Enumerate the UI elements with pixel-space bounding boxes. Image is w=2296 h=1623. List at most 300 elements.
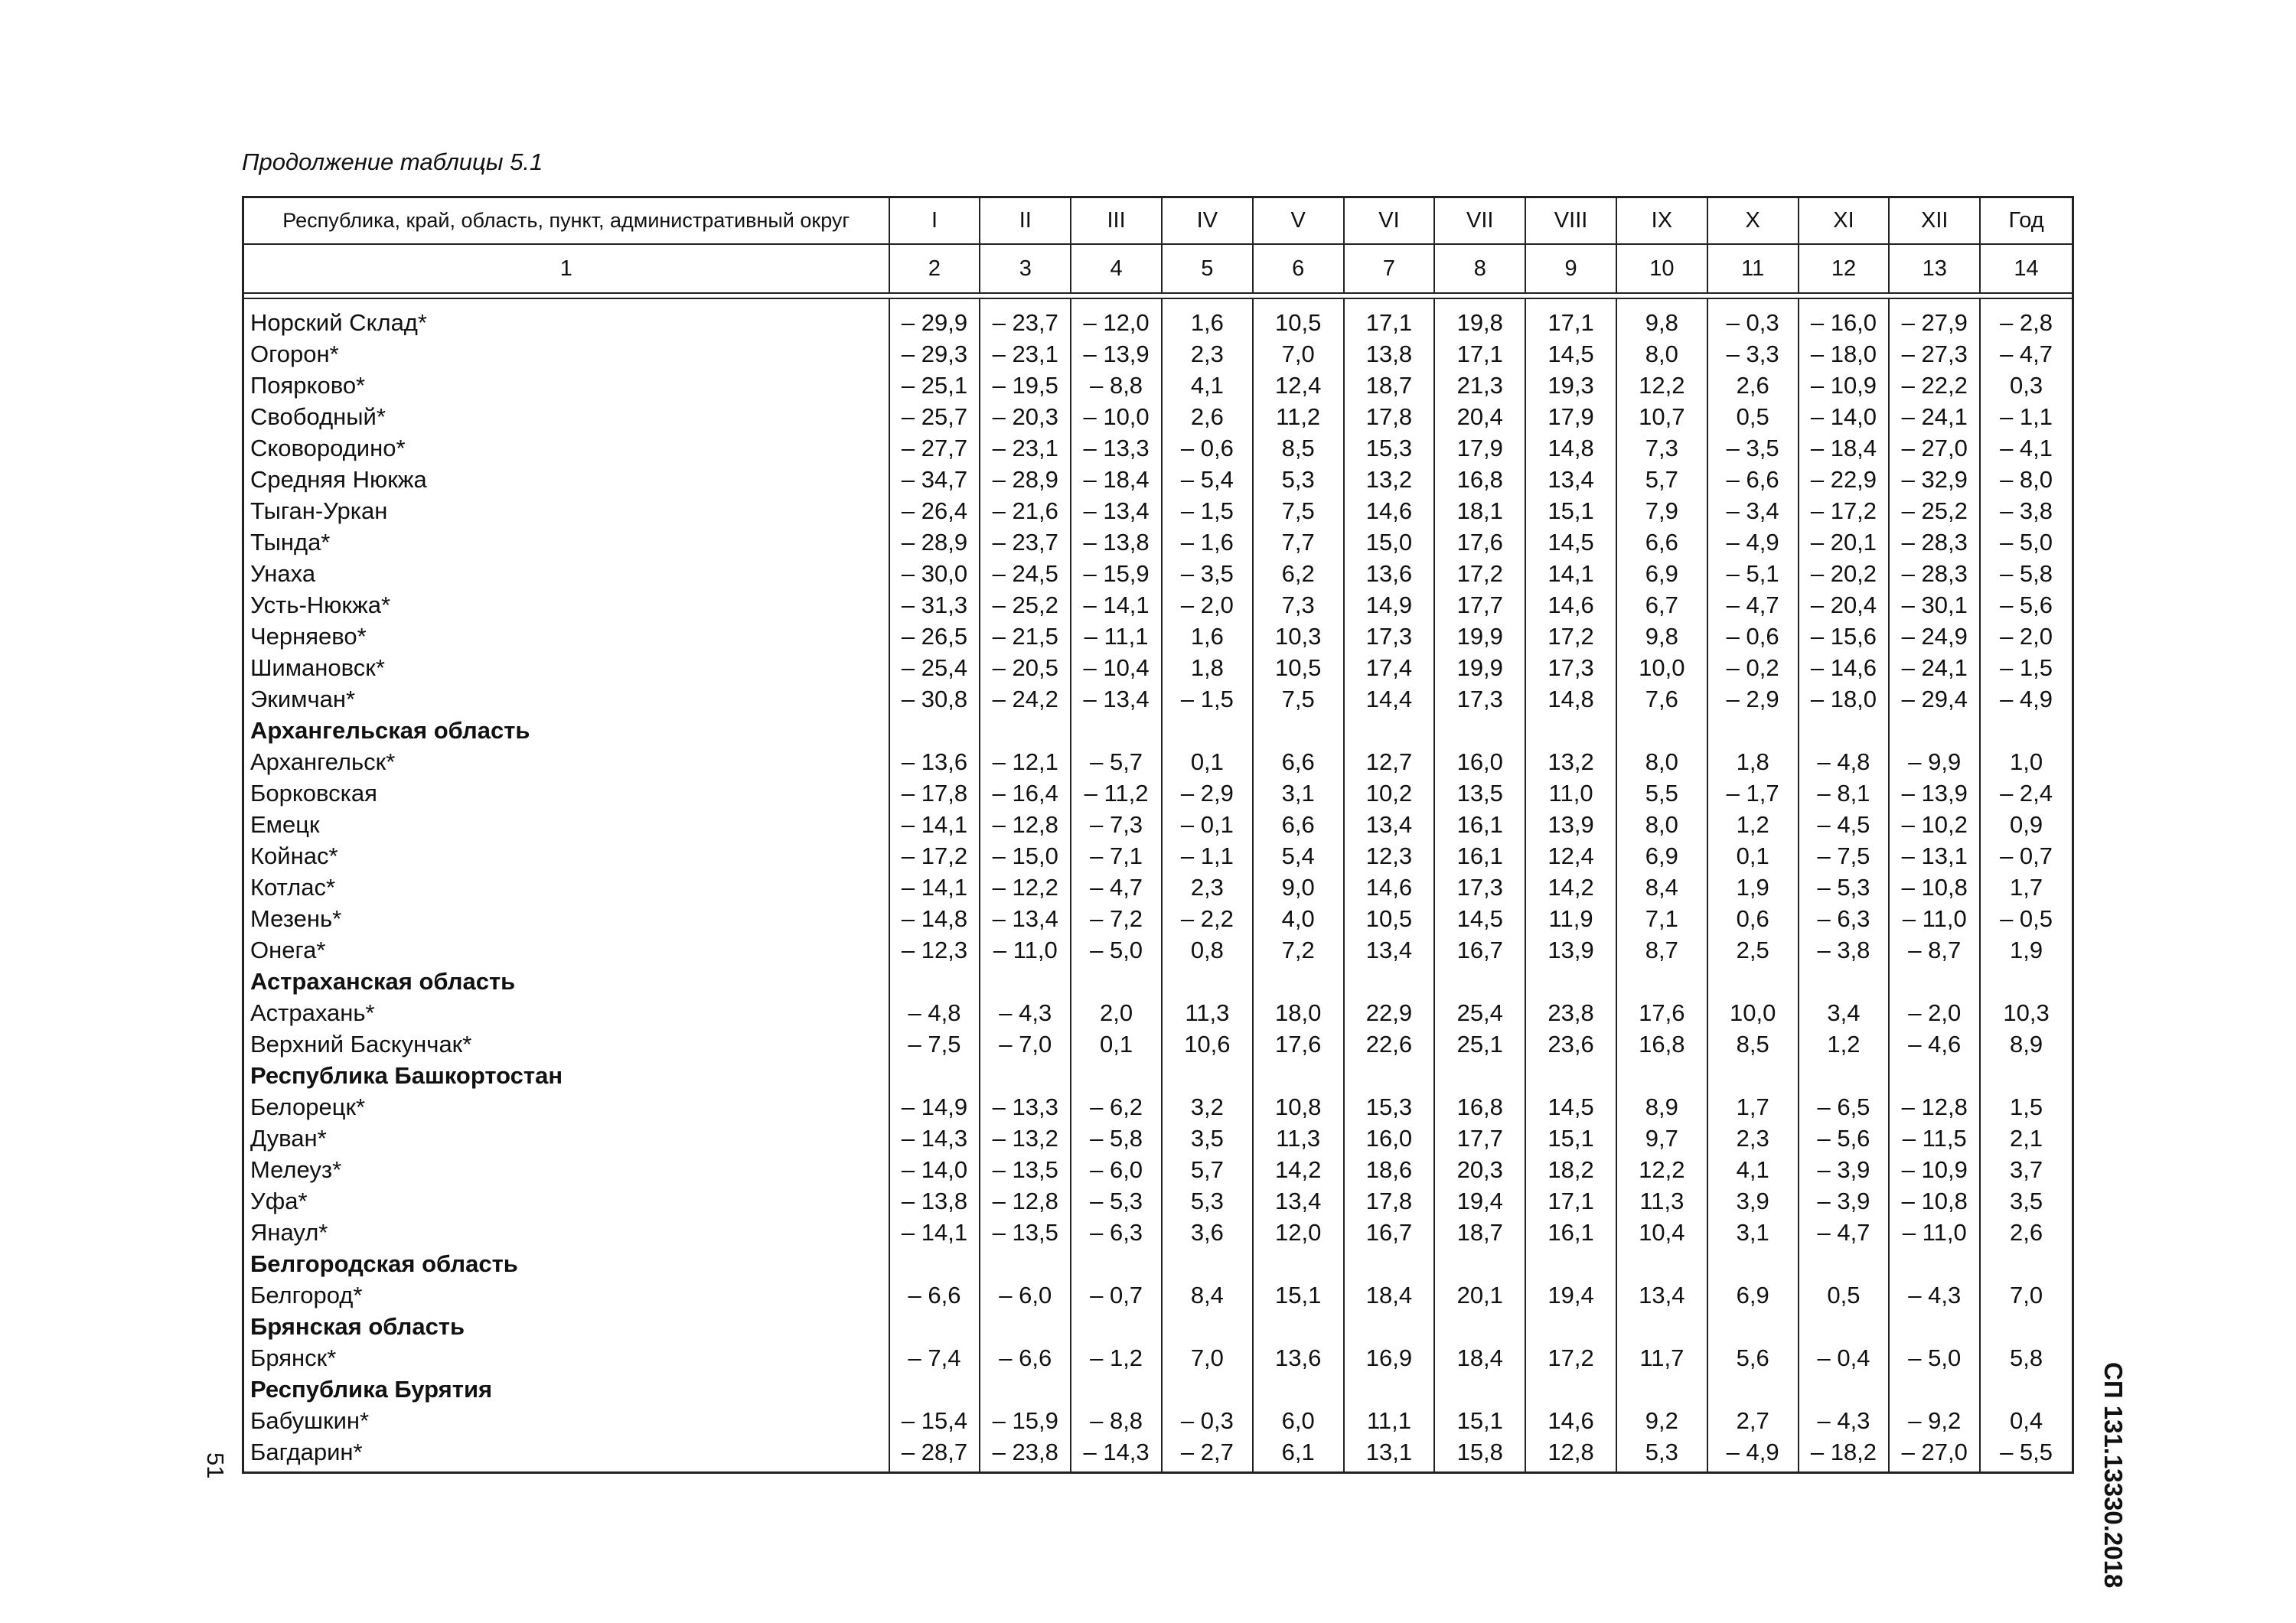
station-name: Уфа* [250, 1188, 308, 1214]
table-cell: 0,1 [1190, 748, 1224, 775]
table-cell: – 0,2 [1726, 654, 1779, 681]
table-cell: – 13,4 [992, 905, 1058, 932]
table-cell: 6,9 [1645, 842, 1678, 869]
table-cell: 17,3 [1456, 874, 1503, 901]
table-cell: 0,5 [1827, 1282, 1861, 1309]
table-cell: 14,9 [1365, 592, 1413, 618]
value-column-2 [890, 299, 981, 1473]
table-cell: 15,0 [1365, 529, 1413, 556]
table-cell: – 12,8 [992, 1188, 1058, 1214]
table-cell: – 0,7 [1090, 1282, 1143, 1309]
table-cell [890, 1248, 980, 1279]
station-name: Дуван* [250, 1125, 327, 1152]
table-cell: 10,3 [1274, 623, 1322, 650]
table-cell [1071, 715, 1161, 746]
table-cell [980, 715, 1070, 746]
table-cell: – 10,8 [1901, 1188, 1968, 1214]
table-cell: 1,9 [2009, 937, 2043, 963]
table-cell: 19,8 [1456, 309, 1503, 336]
table-cell: 5,7 [1645, 466, 1678, 493]
column-number-5: 6 [1254, 245, 1345, 292]
value-column-13 [1890, 299, 1981, 1473]
table-cell: 13,9 [1548, 937, 1594, 963]
station-name: Норский Склад* [250, 309, 427, 336]
table-cell: 11,1 [1366, 1407, 1411, 1434]
table-cell: – 15,9 [1083, 560, 1150, 587]
table-cell [890, 1311, 980, 1342]
table-cell: 0,4 [2009, 1407, 2043, 1434]
station-name: Янаул* [250, 1219, 328, 1246]
header-cell-0: Республика, край, область, пункт, административный округ [244, 198, 890, 243]
table-cell: 13,2 [1548, 748, 1594, 775]
table-cell: – 4,1 [2000, 435, 2053, 461]
table-cell: 20,4 [1456, 403, 1503, 430]
table-cell: 8,9 [2009, 1031, 2043, 1058]
table-cell: – 24,2 [992, 686, 1058, 712]
table-cell: 9,7 [1645, 1125, 1678, 1152]
table-cell: 8,9 [1645, 1093, 1678, 1120]
station-name: Бабушкин* [250, 1407, 370, 1434]
table-cell: 16,0 [1456, 748, 1503, 775]
table-cell: – 28,7 [901, 1439, 968, 1465]
table-cell: – 10,0 [1083, 403, 1150, 430]
table-cell: – 13,3 [992, 1093, 1058, 1120]
table-cell: – 7,5 [908, 1031, 961, 1058]
table-cell [1345, 1311, 1434, 1342]
table-caption: Продолжение таблицы 5.1 [242, 148, 543, 175]
table-cell [1071, 1311, 1161, 1342]
table-cell: – 4,9 [2000, 686, 2053, 712]
header-cell-6: VI [1345, 198, 1436, 243]
table-cell: – 6,0 [999, 1282, 1052, 1309]
table-cell: – 5,1 [1726, 560, 1779, 587]
table-cell: – 11,0 [993, 937, 1058, 963]
column-number-10: 11 [1708, 245, 1799, 292]
table-cell: – 7,2 [1090, 905, 1143, 932]
table-cell [1799, 1248, 1889, 1279]
table-cell: – 1,5 [2000, 654, 2053, 681]
table-cell: 8,4 [1190, 1282, 1224, 1309]
table-cell: – 29,4 [1901, 686, 1968, 712]
table-cell: – 2,0 [1908, 999, 1962, 1026]
table-cell: – 3,8 [1817, 937, 1870, 963]
table-cell: – 13,4 [1083, 497, 1150, 524]
table-cell: 13,8 [1365, 341, 1413, 367]
table-cell: 9,8 [1645, 309, 1678, 336]
table-cell: 18,4 [1365, 1282, 1413, 1309]
table-cell: 5,3 [1281, 466, 1315, 493]
table-cell: 12,4 [1548, 842, 1594, 869]
table-cell: – 23,1 [992, 341, 1058, 367]
table-cell: – 19,5 [992, 372, 1058, 399]
column-number-6: 7 [1345, 245, 1436, 292]
table-cell [1163, 1311, 1252, 1342]
table-cell: – 4,8 [908, 999, 961, 1026]
header-cell-13: Год [2008, 208, 2044, 233]
table-cell: 19,4 [1548, 1282, 1594, 1309]
table-cell: 13,1 [1365, 1439, 1413, 1465]
table-cell: – 5,8 [2000, 560, 2053, 587]
table-cell: 14,8 [1548, 686, 1594, 712]
table-cell: – 4,5 [1817, 811, 1870, 838]
table-cell: – 20,3 [992, 403, 1058, 430]
table-cell: – 14,1 [901, 1219, 968, 1246]
table-cell [1708, 1248, 1798, 1279]
table-cell: 17,2 [1456, 560, 1503, 587]
table-cell: – 1,1 [1180, 842, 1234, 869]
table-cell: – 6,3 [1090, 1219, 1143, 1246]
table-cell: – 4,9 [1726, 529, 1779, 556]
station-name: Свободный* [250, 403, 386, 430]
table-cell: – 9,2 [1908, 1407, 1962, 1434]
table-cell: 1,2 [1736, 811, 1769, 838]
table-cell: 10,4 [1639, 1219, 1685, 1246]
table-cell [1435, 1374, 1525, 1405]
table-cell: – 12,2 [992, 874, 1058, 901]
table-cell [1890, 1060, 1979, 1091]
table-cell: – 4,7 [1726, 592, 1779, 618]
table-cell: 0,1 [1100, 1031, 1133, 1058]
table-cell: – 1,5 [1180, 686, 1234, 712]
table-cell: – 1,7 [1726, 780, 1779, 807]
table-cell: 14,5 [1548, 1093, 1594, 1120]
table-cell: 0,5 [1736, 403, 1769, 430]
table-cell: 11,9 [1548, 905, 1593, 932]
table-cell: – 7,5 [1817, 842, 1870, 869]
station-name: Мелеуз* [250, 1156, 342, 1183]
table-cell: 6,0 [1281, 1407, 1315, 1434]
table-cell [890, 1374, 980, 1405]
table-cell: – 3,4 [1726, 497, 1779, 524]
table-cell: 17,2 [1548, 1344, 1594, 1371]
station-name: Огорон* [250, 341, 339, 367]
table-cell: 7,1 [1645, 905, 1678, 932]
header-cell-4: IV [1163, 198, 1254, 243]
table-cell: – 13,4 [1083, 686, 1150, 712]
table-cell: 3,5 [1190, 1125, 1224, 1152]
table-cell: 17,3 [1548, 654, 1594, 681]
table-cell: – 0,1 [1180, 811, 1234, 838]
table-cell: 25,4 [1456, 999, 1503, 1026]
table-cell: – 2,8 [2000, 309, 2053, 336]
table-cell [980, 1311, 1070, 1342]
table-cell: 7,7 [1281, 529, 1315, 556]
table-cell [1254, 1248, 1343, 1279]
table-cell: – 7,1 [1090, 842, 1143, 869]
table-cell: 23,8 [1548, 999, 1594, 1026]
table-cell: 15,1 [1456, 1407, 1503, 1434]
table-cell: – 10,9 [1901, 1156, 1968, 1183]
table-cell: 13,4 [1365, 937, 1413, 963]
table-cell: 2,5 [1736, 937, 1769, 963]
station-name: Унаха [250, 560, 316, 587]
table-cell: 22,6 [1365, 1031, 1413, 1058]
table-cell: 15,1 [1274, 1282, 1322, 1309]
table-cell: – 13,9 [1901, 780, 1968, 807]
table-cell: – 10,2 [1901, 811, 1968, 838]
table-cell [1071, 1060, 1161, 1091]
table-cell: 13,4 [1548, 466, 1594, 493]
table-cell: 16,7 [1456, 937, 1503, 963]
table-cell: 14,8 [1548, 435, 1594, 461]
value-column-5 [1163, 299, 1254, 1473]
table-cell [1617, 715, 1707, 746]
table-cell: 17,6 [1456, 529, 1503, 556]
table-cell: – 7,0 [999, 1031, 1052, 1058]
station-name: Шимановск* [250, 654, 385, 681]
table-cell: – 10,8 [1901, 874, 1968, 901]
table-cell: – 5,0 [2000, 529, 2053, 556]
table-cell: 10,5 [1274, 654, 1322, 681]
table-cell [1799, 1374, 1889, 1405]
table-cell [1345, 1060, 1434, 1091]
table-cell: – 18,4 [1810, 435, 1877, 461]
table-cell: – 20,1 [1810, 529, 1877, 556]
table-cell: – 32,9 [1901, 466, 1968, 493]
table-cell: – 14,6 [1810, 654, 1877, 681]
table-cell: – 11,0 [1902, 1219, 1967, 1246]
table-cell: 14,1 [1548, 560, 1594, 587]
column-number-3: 4 [1071, 245, 1163, 292]
table-cell: – 20,5 [992, 654, 1058, 681]
table-cell: – 2,7 [1180, 1439, 1234, 1465]
table-cell: 7,3 [1645, 435, 1678, 461]
table-cell [1526, 1311, 1616, 1342]
table-cell [1890, 966, 1979, 997]
table-cell [1254, 715, 1343, 746]
table-cell [1981, 966, 2072, 997]
header-cell-8: VIII [1526, 198, 1617, 243]
table-cell [890, 1060, 980, 1091]
table-cell: 12,4 [1274, 372, 1322, 399]
table-cell: 17,8 [1365, 403, 1413, 430]
table-cell: – 25,7 [901, 403, 968, 430]
table-cell: 12,7 [1365, 748, 1413, 775]
table-cell: – 18,0 [1810, 686, 1877, 712]
table-cell: 10,5 [1274, 309, 1322, 336]
table-cell: 3,1 [1281, 780, 1315, 807]
table-cell [1799, 715, 1889, 746]
table-cell [1617, 1060, 1707, 1091]
table-cell: – 1,5 [1180, 497, 1234, 524]
table-cell: 13,9 [1548, 811, 1594, 838]
table-cell: 5,4 [1281, 842, 1315, 869]
table-cell: – 15,6 [1810, 623, 1877, 650]
table-cell: – 6,6 [1726, 466, 1779, 493]
table-cell: 23,6 [1548, 1031, 1594, 1058]
table-cell: 11,3 [1276, 1125, 1321, 1152]
table-cell: – 29,3 [901, 341, 968, 367]
table-cell: 13,4 [1639, 1282, 1685, 1309]
table-cell: 7,2 [1281, 937, 1315, 963]
table-cell: 6,2 [1281, 560, 1315, 587]
table-cell: – 11,0 [1902, 905, 1967, 932]
table-cell: 6,7 [1645, 592, 1678, 618]
table-cell: – 4,3 [1908, 1282, 1962, 1309]
table-cell: 10,8 [1274, 1093, 1322, 1120]
table-cell: – 25,4 [901, 654, 968, 681]
table-cell: – 15,0 [992, 842, 1058, 869]
station-name: Архангельск* [250, 748, 396, 775]
table-cell: 12,8 [1548, 1439, 1594, 1465]
station-name: Экимчан* [250, 686, 356, 712]
table-cell: – 23,7 [992, 309, 1058, 336]
table-cell: 10,2 [1365, 780, 1413, 807]
table-cell: 9,8 [1645, 623, 1678, 650]
table-cell: – 30,8 [901, 686, 968, 712]
table-cell: – 14,0 [1810, 403, 1877, 430]
station-name: Усть-Нюкжа* [250, 592, 391, 618]
table-cell [1435, 966, 1525, 997]
station-name: Верхний Баскунчак* [250, 1031, 472, 1058]
table-cell: – 0,5 [2000, 905, 2053, 932]
table-cell: – 23,8 [992, 1439, 1058, 1465]
table-cell: 12,2 [1639, 372, 1685, 399]
station-name: Борковская [250, 780, 377, 807]
table-cell: 4,1 [1736, 1156, 1769, 1183]
table-cell [1981, 1248, 2072, 1279]
station-name: Белорецк* [250, 1093, 366, 1120]
table-cell: – 28,9 [992, 466, 1058, 493]
table-cell: – 0,7 [2000, 842, 2053, 869]
table-cell: – 5,8 [1090, 1125, 1143, 1152]
table-cell: – 14,0 [901, 1156, 968, 1183]
table-cell [1254, 1374, 1343, 1405]
table-cell: – 2,0 [1180, 592, 1234, 618]
table-cell: 5,8 [2009, 1344, 2043, 1371]
table-cell: – 23,7 [992, 529, 1058, 556]
table-cell: – 13,5 [992, 1219, 1058, 1246]
table-cell: 14,2 [1274, 1156, 1322, 1183]
table-cell: – 6,6 [999, 1344, 1052, 1371]
table-cell: – 25,2 [1901, 497, 1968, 524]
table-cell: – 13,9 [1083, 341, 1150, 367]
table-cell: – 13,1 [1901, 842, 1968, 869]
table-cell: – 23,1 [992, 435, 1058, 461]
table-cell: – 24,5 [992, 560, 1058, 587]
table-cell: – 4,7 [2000, 341, 2053, 367]
table-cell: – 27,0 [1901, 435, 1968, 461]
table-cell: – 2,2 [1180, 905, 1234, 932]
table-cell: – 20,2 [1810, 560, 1877, 587]
table-cell: 18,7 [1365, 372, 1413, 399]
table-cell: – 7,3 [1090, 811, 1143, 838]
table-cell [1254, 1311, 1343, 1342]
table-cell: – 2,4 [2000, 780, 2053, 807]
table-cell: – 4,3 [1817, 1407, 1870, 1434]
header-cell-11: XI [1799, 198, 1890, 243]
column-number-0: 1 [244, 245, 890, 292]
table-cell: – 5,0 [1090, 937, 1143, 963]
table-cell: 2,3 [1190, 341, 1224, 367]
table-cell: 0,9 [2009, 811, 2043, 838]
table-cell: 14,5 [1456, 905, 1503, 932]
table-cell: 2,0 [1100, 999, 1133, 1026]
table-cell: – 14,3 [1083, 1439, 1150, 1465]
table-cell: 19,9 [1456, 623, 1503, 650]
table-cell: – 5,3 [1817, 874, 1870, 901]
table-cell [1526, 966, 1616, 997]
region-heading: Брянская область [250, 1313, 465, 1340]
table-cell: – 11,5 [1902, 1125, 1967, 1152]
column-number-13: 14 [2014, 256, 2039, 281]
table-cell: – 15,4 [901, 1407, 968, 1434]
value-column-8 [1435, 299, 1526, 1473]
table-cell: – 24,9 [1901, 623, 1968, 650]
table-cell: – 0,3 [1726, 309, 1779, 336]
table-cell: 16,8 [1456, 466, 1503, 493]
table-cell: – 3,9 [1817, 1156, 1870, 1183]
table-cell [1799, 1311, 1889, 1342]
table-cell [1163, 966, 1252, 997]
table-cell [1799, 966, 1889, 997]
table-cell: – 3,9 [1817, 1188, 1870, 1214]
column-number-12: 13 [1890, 245, 1981, 292]
table-cell: 1,2 [1827, 1031, 1861, 1058]
table-cell: – 25,2 [992, 592, 1058, 618]
table-cell [1981, 1311, 2072, 1342]
region-heading: Республика Бурятия [250, 1376, 493, 1403]
value-column-3 [980, 299, 1071, 1473]
table-cell: – 8,8 [1090, 372, 1143, 399]
table-cell: – 27,0 [1901, 1439, 1968, 1465]
table-cell: 17,1 [1456, 341, 1503, 367]
table-cell: 16,9 [1365, 1344, 1413, 1371]
temperature-table [242, 196, 2074, 1474]
table-cell: – 12,8 [992, 811, 1058, 838]
table-cell: 8,0 [1645, 341, 1678, 367]
table-cell: – 12,0 [1083, 309, 1150, 336]
table-cell: 18,6 [1365, 1156, 1413, 1183]
table-cell: 21,3 [1456, 372, 1503, 399]
table-cell [1163, 715, 1252, 746]
table-cell: – 4,6 [1908, 1031, 1962, 1058]
table-cell: – 5,4 [1180, 466, 1234, 493]
table-cell: 0,3 [2009, 372, 2043, 399]
table-cell: 8,7 [1645, 937, 1678, 963]
station-name: Белгород* [250, 1282, 363, 1309]
table-cell: – 5,6 [1817, 1125, 1870, 1152]
table-cell: 7,5 [1281, 497, 1315, 524]
station-name: Средняя Нюкжа [250, 466, 427, 493]
table-cell: – 1,1 [2000, 403, 2053, 430]
table-cell: 3,7 [2009, 1156, 2043, 1183]
table-cell: 15,1 [1548, 1125, 1594, 1152]
table-cell: 3,5 [2009, 1188, 2043, 1214]
table-cell: 13,4 [1365, 811, 1413, 838]
table-cell: – 4,7 [1817, 1219, 1870, 1246]
table-cell: – 13,8 [1083, 529, 1150, 556]
table-cell: 4,1 [1190, 372, 1224, 399]
table-cell: 19,4 [1456, 1188, 1503, 1214]
table-cell [1435, 1311, 1525, 1342]
table-cell: 14,4 [1365, 686, 1413, 712]
table-cell: 11,3 [1185, 999, 1230, 1026]
table-cell [1071, 1248, 1161, 1279]
table-cell: 1,0 [2009, 748, 2043, 775]
table-cell: 14,5 [1548, 529, 1594, 556]
table-cell: 20,3 [1456, 1156, 1503, 1183]
table-cell: 1,9 [1736, 874, 1769, 901]
table-cell [1071, 966, 1161, 997]
table-cell: 14,6 [1548, 592, 1594, 618]
table-cell: 18,0 [1274, 999, 1322, 1026]
station-name: Черняево* [250, 623, 367, 650]
table-cell: – 18,4 [1083, 466, 1150, 493]
table-cell: – 24,1 [1901, 654, 1968, 681]
table-cell: – 26,4 [901, 497, 968, 524]
table-cell: – 4,3 [999, 999, 1052, 1026]
